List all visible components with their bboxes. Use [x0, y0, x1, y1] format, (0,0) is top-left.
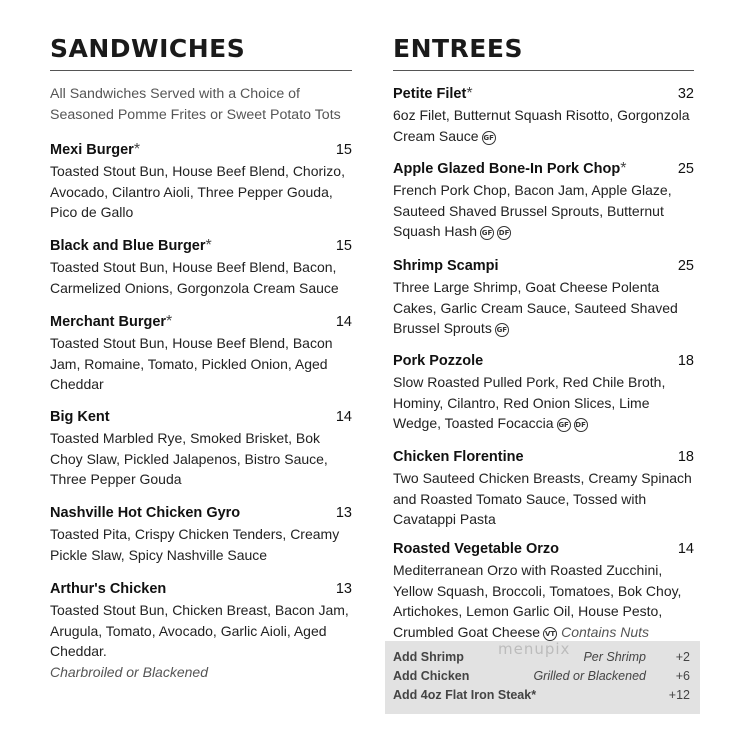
menu-item-header: [50, 407, 352, 428]
menu-item: [393, 159, 694, 242]
addon-row: [393, 686, 692, 705]
menu-item-header: [50, 140, 352, 161]
menu-item-description: [50, 333, 352, 395]
menu-item-price: 13: [335, 581, 352, 597]
menu-item: [393, 447, 694, 530]
entrees-divider: [393, 70, 694, 71]
menu-item-description: [50, 161, 352, 223]
dietary-vt-icon: VT: [543, 627, 557, 641]
menu-item: [50, 407, 352, 490]
addon-price: +2: [675, 650, 690, 664]
sandwiches-subtitle: All Sandwiches Served with a Choice of Seasoned Pomme Frites or Sweet Potato Tots: [50, 86, 341, 123]
menu-item-name: Merchant Burger: [50, 314, 167, 330]
menu-item: [393, 539, 694, 642]
menu-item-description-text: Toasted Pita, Crispy Chicken Tenders, Creamy Pickle Slaw, Spicy Nashville Sauce: [50, 526, 340, 563]
menu-item-price: 14: [335, 409, 352, 425]
market-price-star: *: [133, 141, 141, 158]
menu-item-price: 25: [677, 161, 694, 177]
menu-item-description-text: Slow Roasted Pulled Pork, Red Chile Broth, Hominy, Cilantro, Red Onion Slices, Lime Wedge, Toasted Focaccia: [393, 374, 666, 431]
menu-item: [393, 351, 694, 434]
menu-item-description-text: Toasted Stout Bun, House Beef Blend, Bacon, Carmelized Onions, Gorgonzola Cream Sauce: [50, 259, 339, 296]
menu-item-price: 15: [335, 142, 352, 158]
menu-item-description: [50, 257, 352, 298]
menu-item-name: Mexi Burger: [50, 142, 134, 158]
menu-item: [50, 503, 352, 565]
menu-item-note: Charbroiled or Blackened: [50, 663, 208, 680]
menu-item-header: [393, 256, 694, 277]
menu-item: [393, 256, 694, 339]
addon-label: Add 4oz Flat Iron Steak*: [393, 688, 537, 702]
sandwiches-divider: [50, 70, 352, 71]
menu-item-name: Big Kent: [50, 409, 110, 425]
menu-item-description: [393, 277, 694, 339]
menu-item-price: 32: [677, 86, 694, 102]
menu-item-note-line: [50, 662, 352, 683]
menu-item-description: [393, 560, 694, 642]
menu-item-description-text: Toasted Stout Bun, House Beef Blend, Bacon Jam, Romaine, Tomato, Pickled Onion, Aged Cheddar: [50, 335, 333, 392]
menu-item-name: Arthur's Chicken: [50, 581, 167, 597]
menu-item-name: Black and Blue Burger: [50, 238, 206, 254]
menu-item-price: 14: [677, 541, 694, 557]
addon-row: [393, 667, 692, 686]
market-price-star: *: [466, 85, 473, 102]
menu-item: [393, 84, 694, 146]
menu-item-description-text: Toasted Stout Bun, House Beef Blend, Chorizo, Avocado, Cilantro Aioli, Three Pepper Gouda, Pico de Gallo: [50, 163, 345, 220]
menu-item-name: Petite Filet: [393, 86, 467, 102]
menu-item-description-text: Toasted Marbled Rye, Smoked Brisket, Bok Choy Slaw, Pickled Jalapenos, Bistro Sauce, Three Pepper Gouda: [50, 430, 328, 487]
menu-item-header: [50, 312, 352, 333]
addon-note: Grilled or Blackened: [533, 669, 646, 683]
menu-item-price: 13: [335, 505, 352, 521]
market-price-star: *: [166, 313, 173, 330]
addon-label: Add Shrimp: [393, 650, 464, 664]
market-price-star: *: [205, 237, 212, 254]
addon-price: +12: [668, 688, 690, 702]
dietary-df-icon: DF: [497, 226, 511, 240]
menu-item-note: Contains Nuts: [561, 623, 650, 640]
addon-label: Add Chicken: [393, 669, 470, 683]
menu-item-header: [393, 351, 694, 372]
dietary-gf-icon: GF: [557, 418, 571, 432]
menu-item-header: [393, 84, 694, 105]
menu-item-name: Chicken Florentine: [393, 449, 524, 465]
menu-item-price: 15: [335, 238, 352, 254]
menu-item-description: [50, 428, 352, 490]
dietary-gf-icon: GF: [482, 131, 496, 145]
entrees-heading: ENTREES: [393, 34, 523, 63]
menu-item-header: [393, 159, 694, 180]
menu-item-description-text: Two Sauteed Chicken Breasts, Creamy Spinach and Roasted Tomato Sauce, Tossed with Cavatappi Pasta: [393, 470, 692, 527]
menu-item-description: [393, 468, 694, 530]
menu-item-description: [393, 180, 694, 242]
menu-item-description: [393, 105, 694, 146]
menu-item-name: Pork Pozzole: [393, 353, 484, 369]
addon-price: +6: [675, 669, 690, 683]
addon-note: Per Shrimp: [583, 650, 646, 664]
menu-item-name: Shrimp Scampi: [393, 258, 499, 274]
menu-item: [50, 579, 352, 682]
menu-item-header: [393, 539, 694, 560]
menu-item-description: [50, 600, 352, 682]
menu-item-price: 14: [335, 314, 352, 330]
sandwiches-heading: SANDWICHES: [50, 34, 246, 63]
menu-item-header: [50, 236, 352, 257]
menu-item-price: 18: [677, 449, 694, 465]
menu-item-header: [50, 579, 352, 600]
dietary-gf-icon: GF: [495, 323, 509, 337]
watermark: menupix: [498, 640, 571, 658]
menu-item-description: [50, 524, 352, 565]
menu-item-description: [393, 372, 694, 434]
menu-item-description-text: Three Large Shrimp, Goat Cheese Polenta Cakes, Garlic Cream Sauce, Sauteed Shaved Brussel Sprouts: [393, 279, 678, 336]
menu-item-name: Apple Glazed Bone-In Pork Chop: [393, 161, 621, 177]
menu-item-description-text: French Pork Chop, Bacon Jam, Apple Glaze, Sauteed Shaved Brussel Sprouts, Butternut Squash Hash: [393, 182, 672, 239]
menu-item-name: Roasted Vegetable Orzo: [393, 541, 559, 557]
dietary-gf-icon: GF: [480, 226, 494, 240]
menu-item: [50, 140, 352, 223]
dietary-df-icon: DF: [574, 418, 588, 432]
menu-item-price: 18: [677, 353, 694, 369]
menu-item-description-text: Toasted Stout Bun, Chicken Breast, Bacon Jam, Arugula, Tomato, Avocado, Garlic Aioli, Aged Cheddar.: [50, 602, 349, 659]
menu-item-header: [50, 503, 352, 524]
menu-item-description-text: Mediterranean Orzo with Roasted Zucchini, Yellow Squash, Broccoli, Tomatoes, Bok Choy, Artichokes, Lemon Garlic Oil, House Pesto, Crumbled Goat Cheese: [393, 562, 682, 640]
menu-item-description-text: 6oz Filet, Butternut Squash Risotto, Gorgonzola Cream Sauce: [393, 107, 690, 144]
menu-item-header: [393, 447, 694, 468]
menu-item-price: 25: [677, 258, 694, 274]
menu-item-name: Nashville Hot Chicken Gyro: [50, 505, 241, 521]
menu-item: [50, 312, 352, 395]
market-price-star: *: [620, 160, 627, 177]
menu-item: [50, 236, 352, 298]
